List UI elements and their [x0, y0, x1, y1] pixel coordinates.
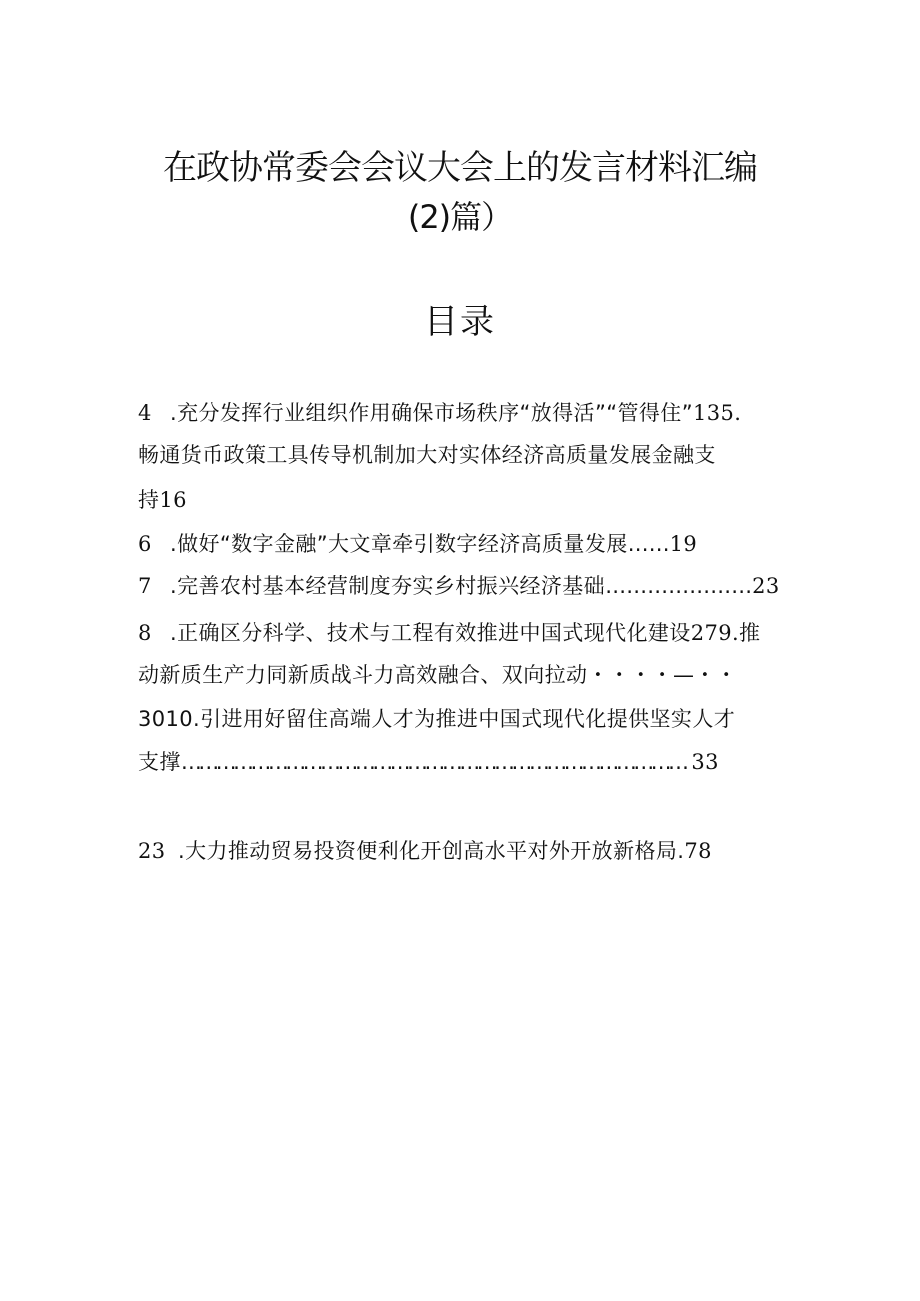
toc-entry-text: .做好“数字金融”大文章牵引数字经济高质量发展	[170, 532, 628, 556]
toc-entry-number: 7	[138, 574, 152, 598]
toc-entry-number: 8	[138, 621, 152, 645]
toc-entry-continuation	[138, 660, 737, 690]
toc-entry-continuation	[138, 440, 716, 470]
toc-entry-continuation	[138, 485, 187, 515]
toc-entry	[138, 836, 712, 866]
toc-entry-text: 畅通货币政策工具传导机制加大对实体经济高质量发展金融支	[138, 443, 716, 467]
toc-entry-number: 23	[138, 839, 166, 863]
toc-heading: 目录	[424, 302, 496, 342]
toc-entry-page: 19	[669, 532, 698, 556]
toc-entry-page: 23	[752, 574, 780, 598]
toc-entry-page: 33	[691, 750, 719, 774]
toc-entry-text: .充分发挥行业组织作用确保市场秩序“放得活”“管得住”	[170, 401, 693, 425]
toc-entry	[138, 529, 697, 559]
toc-entry	[138, 398, 741, 428]
toc-entry-number: 6	[138, 532, 152, 556]
toc-entry-text: 3010.引进用好留住高端人才为推进中国式现代化提供坚实人才	[138, 707, 736, 731]
toc-entry-continuation	[138, 747, 719, 777]
toc-entry-text: 支撑	[138, 750, 181, 774]
toc-entry-leader: ……	[627, 532, 670, 556]
toc-entry-page: 279.推	[690, 621, 761, 645]
toc-entry-text: 动新质生产力同新质战斗力高效融合、双向拉动・・・・—・・	[138, 663, 738, 687]
toc-entry-page: 16	[159, 488, 187, 512]
toc-entry	[138, 618, 760, 648]
toc-entry-page: 135.	[693, 401, 742, 425]
document-title: 在政协常委会会议大会上的发言材料汇编	[163, 148, 757, 188]
toc-entry-text: .正确区分科学、技术与工程有效推进中国式现代化建设	[170, 621, 691, 645]
toc-entry-leader: …………………	[605, 574, 753, 598]
toc-entry-text: .大力推动贸易投资便利化开创高水平对外开放新格局.	[178, 839, 685, 863]
toc-entry-text: 持	[138, 488, 160, 512]
toc-entry	[138, 571, 780, 601]
toc-entry-text: .完善农村基本经营制度夯实乡村振兴经济基础	[170, 574, 606, 598]
toc-entry-continuation	[138, 704, 735, 734]
toc-entry-leader: ……………………………………………………………………………	[180, 750, 686, 774]
document-title-line2: (2)篇）	[407, 198, 513, 236]
toc-entry-number: 4	[138, 401, 152, 425]
toc-entry-page: 78	[684, 839, 712, 863]
